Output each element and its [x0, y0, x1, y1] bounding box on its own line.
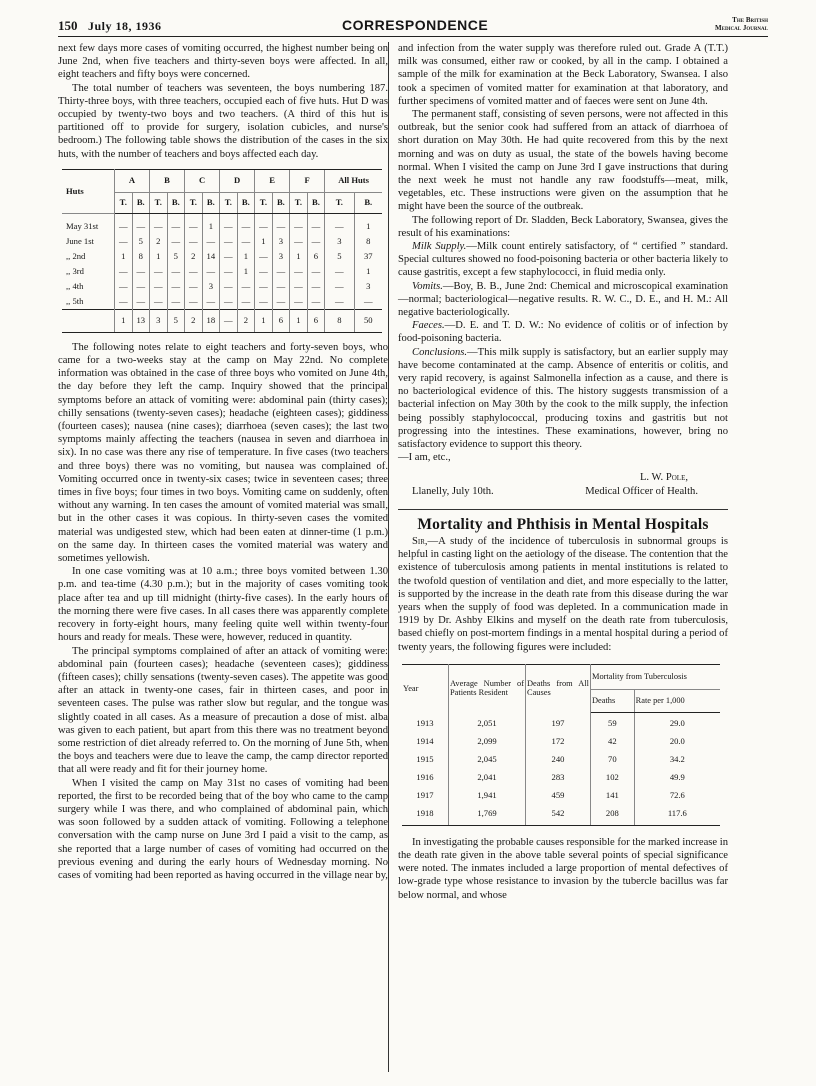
total-cell: 1 — [255, 309, 273, 332]
cell: — — [255, 294, 273, 310]
cell: — — [167, 294, 185, 310]
hut-subheader: B. — [132, 192, 150, 213]
cell-tb-deaths: 42 — [591, 733, 635, 751]
conclusions-paragraph: Conclusions.—This milk supply is satisfactory, but an earlier supply may have become contaminated at the camp. Absence of enteritis or colitis, and very rapid recovery, is against Salmonella infection as a cause, and there is no bacteriological evidence of this. The history suggests transmission of a bacterial infection on May 30th by the cook to the milk supply, the infection being possibly staphylococcal, producing toxins and gastritis but not progressing into the intestines. These examinations, however, bring no satisfactory evidence to support this theory. — [398, 346, 728, 451]
hut-subheader: B. — [272, 192, 290, 213]
hut-subheader: T. — [150, 192, 168, 213]
cell-avg: 2,051 — [449, 712, 526, 733]
total-cell: 6 — [307, 309, 325, 332]
table-row — [62, 294, 382, 310]
cell-avg: 1,769 — [449, 805, 526, 826]
paragraph: The principal symptoms complained of after an attack of vomiting were: abdominal pain (fourteen cases); headache (seventeen cases); giddiness (fifteen cases); chilly sensations (twenty-seven cases). The appetite was good after an attack in twenty-one cases, fair in thirteen cases, and poor in seventeen cases. The pulse was rather slow but regular, and the tongue was slightly coated in all cases. As a measure of precaution a dose of mist. alba was given to each patient, but apart from this there was no treatment beyond some restriction of diet already referred to. On the morning of June 5th, when the boys and teachers were due to leave the camp, the camp director reported that all were ready and fit for their journey home. — [58, 645, 388, 776]
cell: — — [167, 264, 185, 279]
cell-deaths-all: 283 — [526, 769, 591, 787]
table-row — [62, 279, 382, 294]
col-deaths-all: Deaths from All Causes — [526, 664, 591, 712]
mortality-table — [402, 664, 720, 826]
paragraph: and infection from the water supply was therefore ruled out. Grade A (T.T.) milk was consumed, either raw or cooked, by all in the camp. I obtained a sample of the milk for examination at the Beck Laboratory, Swansea. I also took a specimen of vomited matter for examination at that laboratory, and further specimens of vomited matter and of faeces were sent on June 4th. — [398, 43, 728, 107]
cell: — — [237, 234, 255, 249]
total-cell: 13 — [132, 309, 150, 332]
cell: 1 — [237, 249, 255, 264]
table-row — [402, 805, 720, 826]
total-cell: 6 — [272, 309, 290, 332]
milk-supply-paragraph: Milk Supply.—Milk count entirely satisfactory, of “ certified ” standard. Special cultures showed no food-poisoning bacteria or other bacteria likely to cause gastritis, except a few staphylococci, in fluid media only. — [398, 241, 728, 279]
left-column — [58, 42, 388, 882]
cell: 1 — [202, 213, 220, 234]
cell: — — [237, 213, 255, 234]
paragraph: In investigating the probable causes responsible for the marked increase in the death rate given in the above table several points of special significance were noted. The inmates included a large proportion of mental defectives of low-grade type whose resistance to invasion by the tubercle bacillus was far below normal, and whose — [398, 836, 728, 901]
cell: — — [185, 264, 203, 279]
cell-year: 1917 — [402, 787, 449, 805]
total-cell: 18 — [202, 309, 220, 332]
cell: 3 — [325, 234, 354, 249]
cell: — — [255, 264, 273, 279]
cell: 3 — [202, 279, 220, 294]
cell: — — [150, 264, 168, 279]
hut-header: D — [220, 169, 255, 192]
paragraph: The following notes relate to eight teachers and forty-seven boys, who came for a two-weeks stay at the camp on May 22nd. No complete information was obtained in the case of three boys who vomited on June 4th, the day before they left the camp. Inquiry showed that the principal symptoms before an attack of vomiting were: abdominal pain (thirty cases); chilly sensations (twenty-seven cases); headache (eighteen cases); giddiness (fourteen cases); nausea (nine cases); diarrhoea (seven cases); the last two symptoms mainly affecting the teachers (nausea in seven and diarrhoea in six). In no case was there any rise of temperature. In five cases (two teachers and three boys) there was no vomiting, but nausea was complained of. Vomiting occurred once in twenty-six cases; twice in seventeen cases; three times in five boys; four times in two boys. Vomiting came on suddenly, often without any warning. In ten cases the amount of vomited material was small, but in the other cases it was copious. In thirty-seven cases the vomited material was undigested stew, which had been eaten at dinner-time (1 p.m.) on the same day. In thirteen cases the vomited material was watery and sometimes yellowish. — [58, 341, 388, 565]
total-cell: 2 — [237, 309, 255, 332]
cell: — — [237, 279, 255, 294]
paragraph: next few days more cases of vomiting occurred, the highest number being on June 2nd, when five teachers and thirty-seven boys were affected. In all, eight teachers and fifty boys were concerned. — [58, 43, 388, 81]
table-row — [402, 733, 720, 751]
hut-subheader: T. — [255, 192, 273, 213]
col-tb-deaths: Deaths — [591, 689, 635, 712]
col-year: Year — [402, 664, 449, 712]
faeces-paragraph: Faeces.—D. E. and T. D. W.: No evidence of colitis or of infection by food-poisoning bacteria. — [398, 320, 728, 345]
cell: 14 — [202, 249, 220, 264]
cell: — — [272, 294, 290, 310]
hut-header: E — [255, 169, 290, 192]
total-cell: 1 — [290, 309, 308, 332]
col-tb-group: Mortality from Tuberculosis — [591, 664, 721, 689]
cell-rate: 117.6 — [634, 805, 720, 826]
hut-subheader: B. — [237, 192, 255, 213]
cell: — — [272, 264, 290, 279]
page-header — [58, 14, 768, 37]
cell: — — [220, 279, 238, 294]
cell-deaths-all: 542 — [526, 805, 591, 826]
cell: — — [255, 249, 273, 264]
cell: — — [307, 264, 325, 279]
hut-subheader: T. — [290, 192, 308, 213]
right-column — [398, 42, 728, 902]
cell: — — [290, 264, 308, 279]
cell: 5 — [132, 234, 150, 249]
article-divider — [398, 509, 728, 510]
cell-year: 1918 — [402, 805, 449, 826]
cell: 3 — [272, 234, 290, 249]
hut-subheader: B. — [354, 192, 382, 213]
hut-subheader: B. — [307, 192, 325, 213]
huts-table — [62, 169, 382, 333]
cell-tb-deaths: 141 — [591, 787, 635, 805]
cell: — — [220, 249, 238, 264]
row-date: ,, 3rd — [62, 264, 115, 279]
totals-row — [62, 309, 382, 332]
cell: — — [325, 294, 354, 310]
article-title: Mortality and Phthisis in Mental Hospitals — [417, 515, 709, 533]
place-date: Llanelly, July 10th. — [412, 485, 494, 497]
cell-tb-deaths: 59 — [591, 712, 635, 733]
cell: — — [325, 264, 354, 279]
cell: — — [115, 234, 133, 249]
cell: 2 — [150, 234, 168, 249]
cell: 1 — [354, 264, 382, 279]
hut-header: B — [150, 169, 185, 192]
cell: — — [185, 213, 203, 234]
signature-title: Medical Officer of Health. — [585, 485, 698, 497]
hut-header: A — [115, 169, 150, 192]
cell: — — [115, 294, 133, 310]
cell: — — [150, 279, 168, 294]
total-cell: 5 — [167, 309, 185, 332]
cell-rate: 29.0 — [669, 718, 685, 729]
cell: — — [150, 213, 168, 234]
paragraph: The following report of Dr. Sladden, Beck Laboratory, Swansea, gives the result of his examinations: — [398, 214, 728, 239]
cell: — — [202, 264, 220, 279]
row-date: ,, 4th — [62, 279, 115, 294]
cell: — — [167, 279, 185, 294]
total-cell: 8 — [325, 309, 354, 332]
totals-label — [62, 309, 115, 332]
hut-subheader: B. — [202, 192, 220, 213]
cell: 1 — [290, 249, 308, 264]
cell: — — [255, 213, 273, 234]
cell: — — [307, 234, 325, 249]
row-date: ,, 2nd — [62, 249, 115, 264]
cell: — — [132, 294, 150, 310]
cell: — — [167, 234, 185, 249]
cell-tb-deaths: 208 — [591, 805, 635, 826]
cell: 1 — [237, 264, 255, 279]
paragraph: In one case vomiting was at 10 a.m.; three boys vomited between 1.30 p.m. and tea-time (4.30 p.m.); but in the majority of cases vomiting took place after tea and up till midnight (thirty-five cases). In the early hours of the morning there were five cases. In all cases there was apparently complete recovery in forty-eight hours, many feeling quite well within twenty-four hours and ready for meals. These were, however, reduced in quantity. — [58, 566, 388, 644]
cell: 8 — [132, 249, 150, 264]
col-average: Average Number of Patients Resident — [449, 664, 526, 712]
cell: 3 — [354, 279, 382, 294]
cell-rate: 34.2 — [669, 754, 685, 765]
cell: — — [272, 213, 290, 234]
cell: 8 — [354, 234, 382, 249]
table-row — [402, 787, 720, 805]
cell: — — [307, 279, 325, 294]
cell: 6 — [307, 249, 325, 264]
total-cell: 50 — [354, 309, 382, 332]
table-row — [402, 769, 720, 787]
row-date: ,, 5th — [62, 294, 115, 310]
table-row — [62, 249, 382, 264]
hut-subheader: T. — [325, 192, 354, 213]
table-row — [402, 712, 720, 733]
cell: — — [290, 294, 308, 310]
cell: — — [290, 213, 308, 234]
table-row — [62, 213, 382, 234]
cell-avg: 1,941 — [449, 787, 526, 805]
cell-year: 1913 — [402, 712, 449, 733]
cell-deaths-all: 197 — [526, 712, 591, 733]
huts-row-header: Huts — [62, 169, 115, 213]
total-cell: 3 — [150, 309, 168, 332]
cell: — — [167, 213, 185, 234]
cell: — — [132, 213, 150, 234]
cell: — — [220, 264, 238, 279]
cell: — — [115, 264, 133, 279]
table-row — [62, 264, 382, 279]
cell: — — [185, 234, 203, 249]
vomits-paragraph: Vomits.—Boy, B. B., June 2nd: Chemical and microscopical examination—normal; bacteriological—negative results. R. W. C., D. E., and H. M.: All negative bacteriologically. — [398, 280, 728, 319]
cell: — — [255, 279, 273, 294]
cell: — — [220, 213, 238, 234]
cell-avg: 2,099 — [449, 733, 526, 751]
signature-name: L. W. Pole, — [639, 471, 688, 483]
cell: — — [307, 294, 325, 310]
column-rule — [388, 42, 389, 1072]
cell: — — [185, 294, 203, 310]
hut-header: F — [290, 169, 325, 192]
journal-name: The British Medical Journal — [715, 16, 768, 32]
page-number: 150 — [58, 18, 78, 33]
cell-deaths-all: 240 — [526, 751, 591, 769]
row-date: May 31st — [62, 213, 115, 234]
cell: — — [272, 279, 290, 294]
hut-subheader: T. — [220, 192, 238, 213]
hut-subheader: T. — [115, 192, 133, 213]
table-row — [402, 751, 720, 769]
cell-tb-deaths: 70 — [591, 751, 635, 769]
cell: 1 — [150, 249, 168, 264]
paragraph: The total number of teachers was seventeen, the boys numbering 187. Thirty-three boys, with three teachers, occupied each of five huts. Hut D was occupied by twenty-two boys and two teachers. (A third of this hut is partitioned off to provide for surgery, isolation cubicles, and nurse's bedroom.) The following table shows the distribution of the cases in the six huts, with the number of teachers and boys affected each day. — [58, 82, 388, 160]
cell-deaths-all: 172 — [526, 733, 591, 751]
cell: 37 — [354, 249, 382, 264]
row-date: June 1st — [62, 234, 115, 249]
total-cell: 2 — [185, 309, 203, 332]
hut-header: All Huts — [325, 169, 382, 192]
cell-avg: 2,041 — [449, 769, 526, 787]
table-row — [62, 234, 382, 249]
paragraph: When I visited the camp on May 31st no cases of vomiting had been reported, the first to be recorded being that of the boy who came to the camp surgery while I was there, and who complained of abdominal pain, which was soon followed by a sudden attack of vomiting. Following a telephone conversation with the camp nurse on June 3rd I paid a visit to the camp, as she reported that a large number of cases of vomiting had occurred on the previous evening and during the early hours of Wednesday morning. No cases of vomiting had been reported as having occurred in the village near by, — [58, 777, 388, 881]
cell-year: 1916 — [402, 769, 449, 787]
paragraph: The permanent staff, consisting of seven persons, were not affected in this outbreak, but the senior cook had suffered from an attack of diarrhoea of short duration on May 30th. He had quite recovered from this by the next morning and was on duty as usual, the state of the bowels having become normal. When I visited the camp on June 3rd I gave instructions that during the next week he must not handle any raw foodstuffs—meat, milk, vegetables, etc. These instructions were given on the assumption that he might have been the source of the outbreak. — [398, 109, 728, 213]
col-rate: Rate per 1,000 — [634, 689, 720, 712]
cell-year: 1914 — [402, 733, 449, 751]
cell-avg: 2,045 — [449, 751, 526, 769]
cell: — — [185, 279, 203, 294]
section-title: CORRESPONDENCE — [342, 17, 489, 33]
cell: 2 — [185, 249, 203, 264]
cell: — — [307, 213, 325, 234]
cell-rate: 20.0 — [669, 736, 685, 747]
cell: 5 — [167, 249, 185, 264]
cell: 5 — [325, 249, 354, 264]
cell: — — [325, 213, 354, 234]
cell-deaths-all: 459 — [526, 787, 591, 805]
hut-header: C — [185, 169, 220, 192]
paragraph: Sir,—A study of the incidence of tuberculosis in subnormal groups is helpful in casting light on the aetiology of the disease. The contention that the existence of tuberculosis among patients in mental institutions is related to the twofold question of ventilation and diet, and more especially to the latter, is supported by the increase in the death rate from this disease during the war years when the supply of food was depleted. In a communication made in 1919 by Dr. Ashby Elkins and myself on the death rate from tuberculosis, based chiefly on post-mortem findings in a mental hospital during a period of twenty years, the following figures were included: — [398, 535, 728, 653]
cell: 1 — [115, 249, 133, 264]
cell: — — [290, 234, 308, 249]
signature-row — [398, 485, 728, 499]
cell: — — [132, 279, 150, 294]
issue-date: July 18, 1936 — [88, 19, 162, 33]
total-cell: — — [220, 309, 238, 332]
cell-year: 1915 — [402, 751, 449, 769]
cell: — — [132, 264, 150, 279]
cell: — — [325, 279, 354, 294]
cell: — — [220, 294, 238, 310]
total-cell: 1 — [115, 309, 133, 332]
cell: — — [115, 213, 133, 234]
cell: — — [115, 279, 133, 294]
sign-off: —I am, etc., — [398, 452, 451, 464]
hut-subheader: T. — [185, 192, 203, 213]
hut-subheader: B. — [167, 192, 185, 213]
cell: — — [290, 279, 308, 294]
cell: — — [220, 234, 238, 249]
cell: — — [237, 294, 255, 310]
cell: — — [150, 294, 168, 310]
cell: 3 — [272, 249, 290, 264]
cell: 1 — [255, 234, 273, 249]
cell-rate: 72.6 — [669, 790, 685, 801]
cell-rate: 49.9 — [669, 772, 685, 783]
cell-tb-deaths: 102 — [591, 769, 635, 787]
cell: — — [354, 294, 382, 310]
cell: — — [202, 234, 220, 249]
cell: 1 — [354, 213, 382, 234]
cell: — — [202, 294, 220, 310]
